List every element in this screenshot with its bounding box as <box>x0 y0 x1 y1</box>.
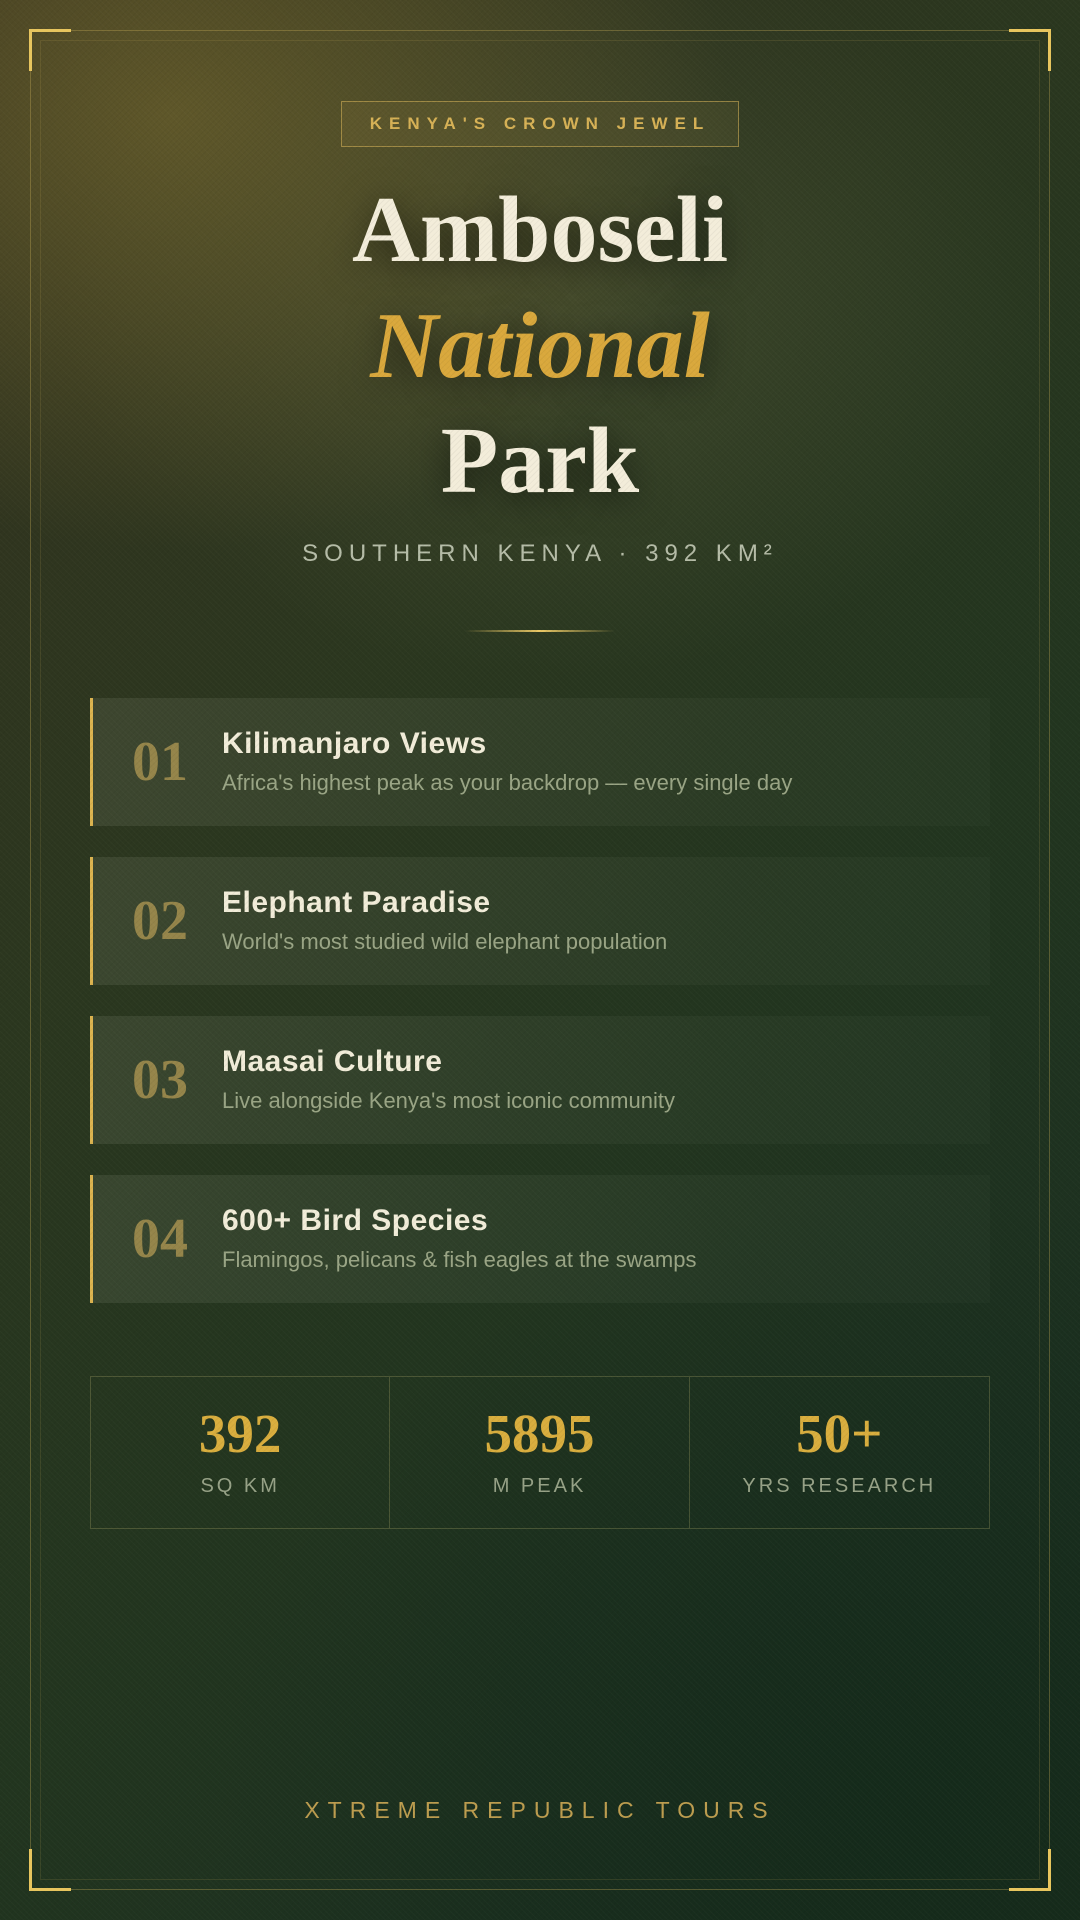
tagline-badge: KENYA'S CROWN JEWEL <box>341 101 739 147</box>
gold-divider <box>465 630 615 632</box>
feature-number: 02 <box>132 889 188 952</box>
feature-description: Live alongside Kenya's most iconic community <box>222 1088 675 1114</box>
stat-label: SQ KM <box>200 1475 280 1498</box>
feature-card-bird-species <box>90 1175 990 1303</box>
feature-text <box>222 727 792 796</box>
feature-number: 04 <box>132 1207 188 1270</box>
brand-footer: XTREME REPUBLIC TOURS <box>304 1797 776 1823</box>
feature-card-maasai-culture <box>90 1016 990 1144</box>
feature-number: 01 <box>132 730 188 793</box>
park-title <box>352 173 728 520</box>
park-title-line-2: National <box>370 293 710 398</box>
feature-title: Elephant Paradise <box>222 886 491 920</box>
stat-value: 392 <box>198 1403 282 1465</box>
feature-description: Africa's highest peak as your backdrop — every single day <box>222 770 793 796</box>
feature-text <box>222 1045 675 1114</box>
feature-title: Kilimanjaro Views <box>222 727 487 761</box>
park-title-line-3: Park <box>440 409 640 514</box>
stat-area <box>91 1377 390 1528</box>
feature-text <box>222 1204 696 1273</box>
stat-peak <box>390 1377 689 1528</box>
feature-title: 600+ Bird Species <box>222 1204 489 1238</box>
stat-value: 50+ <box>796 1403 883 1465</box>
feature-card-elephant-paradise <box>90 857 990 985</box>
stat-label: YRS RESEARCH <box>742 1475 937 1498</box>
stat-research <box>690 1377 989 1528</box>
park-title-line-1: Amboseli <box>352 178 728 282</box>
stat-value: 5895 <box>484 1403 595 1465</box>
feature-description: Flamingos, pelicans & fish eagles at the swamps <box>222 1247 697 1273</box>
feature-card-kilimanjaro-views <box>90 698 990 826</box>
feature-description: World's most studied wild elephant population <box>222 929 668 955</box>
location-subtitle: SOUTHERN KENYA · 392 KM² <box>302 539 778 567</box>
feature-number: 03 <box>132 1048 188 1111</box>
feature-list <box>90 698 990 1303</box>
stats-grid <box>90 1376 990 1529</box>
stat-label: M PEAK <box>492 1475 587 1498</box>
feature-text <box>222 886 667 955</box>
feature-title: Maasai Culture <box>222 1045 443 1079</box>
